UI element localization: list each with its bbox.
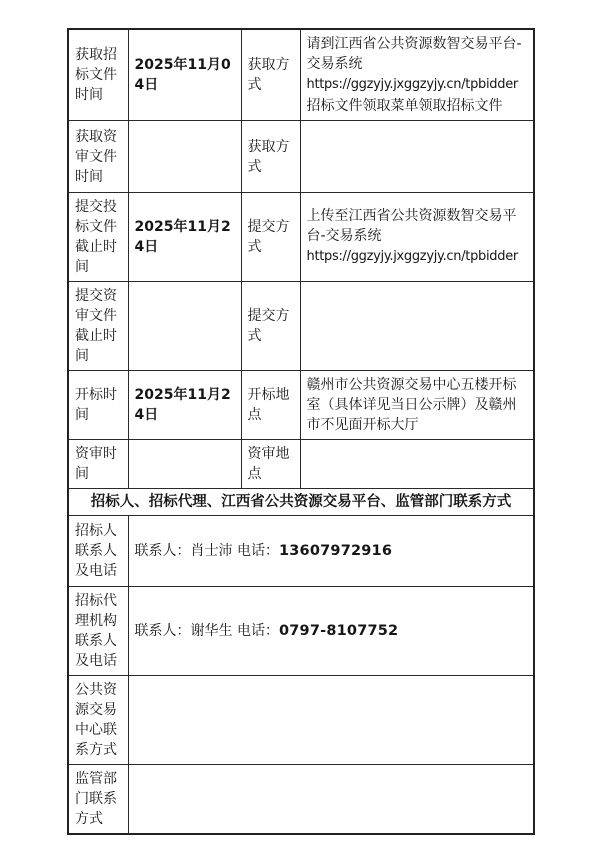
row-label-review-time: 资审时间 (68, 440, 128, 489)
row-label-agency-contact: 招标代理机构联系人及电话 (68, 587, 128, 676)
table-row-trade-center-contact (68, 676, 534, 765)
table-row-bid-opening (68, 371, 534, 440)
submit-deadline-date-value: 2025年11月24日 (128, 193, 241, 282)
row-label-trade-center-contact: 公共资源交易中心联系方式 (68, 676, 128, 765)
submit-method-detail (300, 193, 534, 282)
table-row-contacts-header (68, 489, 534, 516)
row-label-obtain-time: 获取招标文件时间 (68, 29, 128, 121)
prequal-submit-method-detail (300, 282, 534, 371)
row-label-opening-time: 开标时间 (68, 371, 128, 440)
prequal-submit-date-value (128, 282, 241, 371)
obtain-date-value: 2025年11月04日 (128, 29, 241, 121)
contact-phone-number: 13607972916 (278, 543, 393, 559)
prequal-obtain-date-value (128, 121, 241, 193)
opening-place-detail (300, 371, 534, 440)
contact-phone-number: 0797-8107752 (278, 623, 399, 639)
table-row-prequal-review (68, 440, 534, 489)
row-label-prequal-obtain-method: 获取方式 (241, 121, 300, 193)
regulator-contact-detail (128, 765, 534, 835)
table-row-submit-prequal-docs (68, 282, 534, 371)
tenderee-contact-detail (128, 516, 534, 587)
trade-center-contact-detail (128, 676, 534, 765)
row-label-submit-deadline: 提交投标文件截止时间 (68, 193, 128, 282)
row-label-tenderee-contact: 招标人联系人及电话 (68, 516, 128, 587)
table-row-obtain-bid-docs (68, 29, 534, 121)
table-row-agency-contact (68, 587, 534, 676)
row-label-prequal-obtain-time: 获取资审文件时间 (68, 121, 128, 193)
review-place-detail (300, 440, 534, 489)
detail-text: 赣州市公共资源交易中心五楼开标室（具体详见当日公示牌）及赣州市不见面开标大厅 (306, 377, 517, 433)
row-label-prequal-submit-method: 提交方式 (241, 282, 300, 371)
platform-url-text: https://ggzyjy.jxggzyjy.cn/tpbidder (306, 249, 518, 264)
row-label-obtain-method: 获取方式 (241, 29, 300, 121)
row-label-prequal-submit-deadline: 提交资审文件截止时间 (68, 282, 128, 371)
agency-contact-detail (128, 587, 534, 676)
prequal-obtain-method-detail (300, 121, 534, 193)
opening-date-value: 2025年11月24日 (128, 371, 241, 440)
contact-text: 联系人：肖士沛 电话： (134, 543, 279, 559)
detail-text: 上传至江西省公共资源数智交易平台-交易系统 (306, 208, 517, 244)
obtain-method-detail (300, 29, 534, 121)
row-label-opening-place: 开标地点 (241, 371, 300, 440)
contact-text: 联系人：谢华生 电话： (134, 623, 279, 639)
row-label-submit-method: 提交方式 (241, 193, 300, 282)
detail-text: 招标文件领取菜单领取招标文件 (306, 98, 503, 114)
platform-url-text: https://ggzyjy.jxggzyjy.cn/tpbidder (306, 77, 518, 92)
table-row-tenderee-contact (68, 516, 534, 587)
detail-text: 请到江西省公共资源数智交易平台-交易系统 (306, 36, 522, 72)
table-row-submit-bid-docs (68, 193, 534, 282)
review-date-value (128, 440, 241, 489)
tender-schedule-table (67, 28, 535, 835)
contacts-section-header: 招标人、招标代理、江西省公共资源交易平台、监管部门联系方式 (68, 489, 534, 516)
row-label-regulator-contact: 监管部门联系方式 (68, 765, 128, 835)
table-row-obtain-prequal-docs (68, 121, 534, 193)
row-label-review-place: 资审地点 (241, 440, 300, 489)
table-row-regulator-contact (68, 765, 534, 835)
